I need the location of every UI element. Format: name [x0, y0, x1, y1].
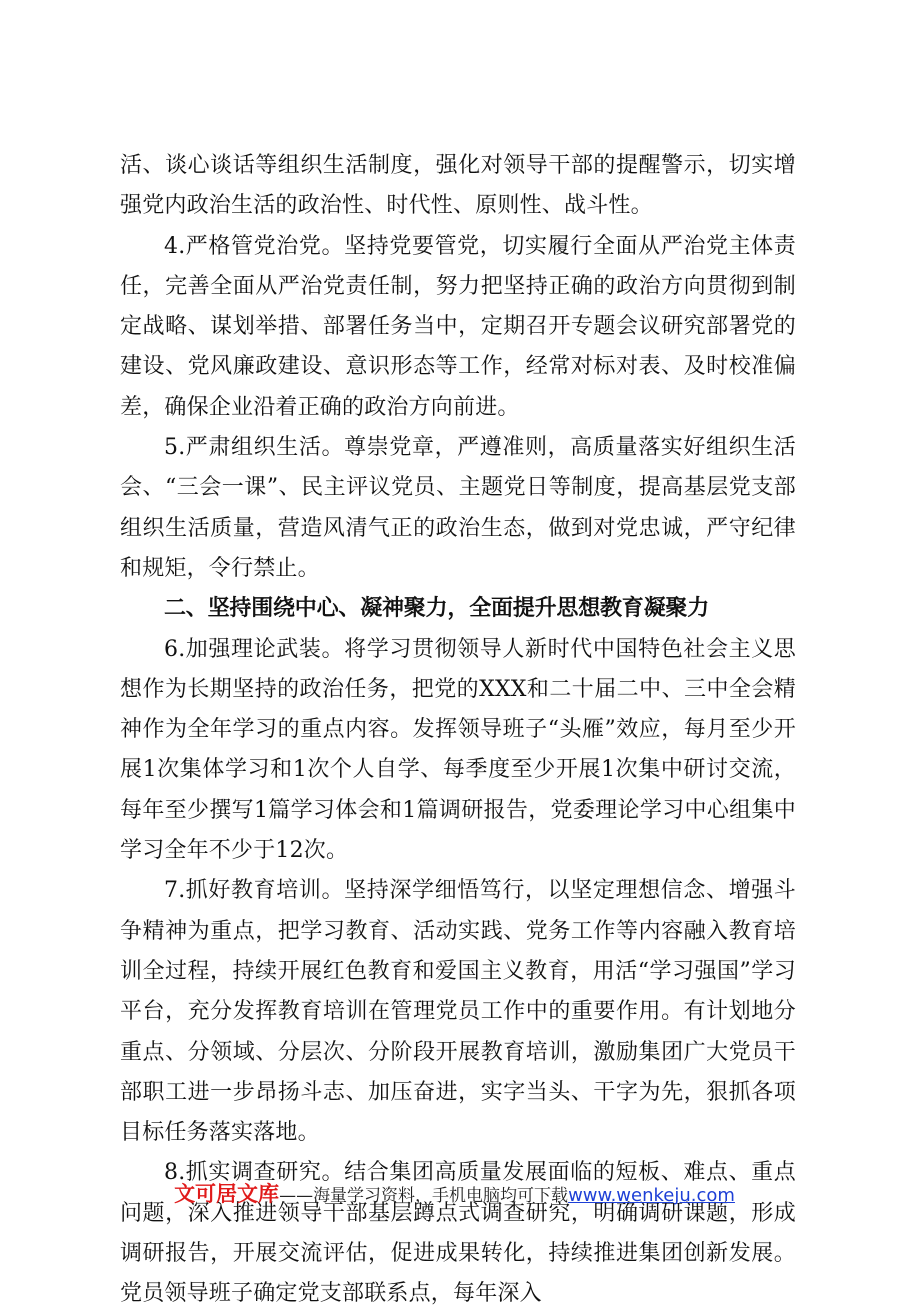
paragraph-item-5: 5.严肃组织生活。尊崇党章，严遵准则，高质量落实好组织生活会、“三会一课”、民主评议党员、主题党日等制度，提高基层党支部组织生活质量，营造风清气正的政治生态，做到对党忠诚，严守纪律和规矩，令行禁止。 — [120, 435, 796, 581]
footer-banner — [0, 1178, 909, 1208]
paragraph-continued: 活、谈心谈话等组织生活制度，强化对领导干部的提醒警示，切实增强党内政治生活的政治性、时代性、原则性、战斗性。 — [120, 153, 796, 219]
paragraph-item-4: 4.严格管党治党。坚持党要管党，切实履行全面从严治党主体责任，完善全面从严治党责任制，努力把坚持正确的政治方向贯彻到制定战略、谋划举措、部署任务当中，定期召开专题会议研究部署党的建设、党风廉政建设、意识形态等工作，经常对标对表、及时校准偏差，确保企业沿着正确的政治方向前进。 — [120, 233, 796, 420]
footer-brand: 文可居文库 — [174, 1182, 280, 1206]
paragraph-item-7: 7.抓好教育培训。坚持深学细悟笃行，以坚定理想信念、增强斗争精神为重点，把学习教育、活动实践、党务工作等内容融入教育培训全过程，持续开展红色教育和爱国主义教育，用活“学习强国”学习平台，充分发挥教育培训在管理党员工作中的重要作用。有计划地分重点、分领域、分层次、分阶段开展教育培训，激励集团广大党员干部职工进一步昂扬斗志、加压奋进，实字当头、干字为先，狠抓各项目标任务落实落地。 — [120, 878, 796, 1146]
paragraph-item-8: 8.抓实调查研究。结合集团高质量发展面临的短板、难点、重点问题，深入推进领导干部基层蹲点式调查研究，明确调研课题，形成调研报告，开展交流评估，促进成果转化，持续推进集团创新发展。党员领导班子确定党支部联系点，每年深入 — [120, 1160, 796, 1307]
footer-site-link[interactable]: www.wenkeju.com — [568, 1185, 735, 1206]
footer-slogan: ——海量学习资料，手机电脑均可下载 — [279, 1186, 569, 1206]
document-body — [120, 146, 796, 1315]
section-heading-2: 二、坚持围绕中心、凝神聚力，全面提升思想教育凝聚力 — [164, 596, 710, 622]
paragraph-item-6: 6.加强理论武装。将学习贯彻领导人新时代中国特色社会主义思想作为长期坚持的政治任务，把党的XXX和二十届二中、三中全会精神作为全年学习的重点内容。发挥领导班子“头雁”效应，每月至少开展1次集体学习和1次个人自学、每季度至少开展1次集中研讨交流，每年至少撰写1篇学习体会和1篇调研报告，党委理论学习中心组集中学习全年不少于12次。 — [120, 636, 796, 864]
